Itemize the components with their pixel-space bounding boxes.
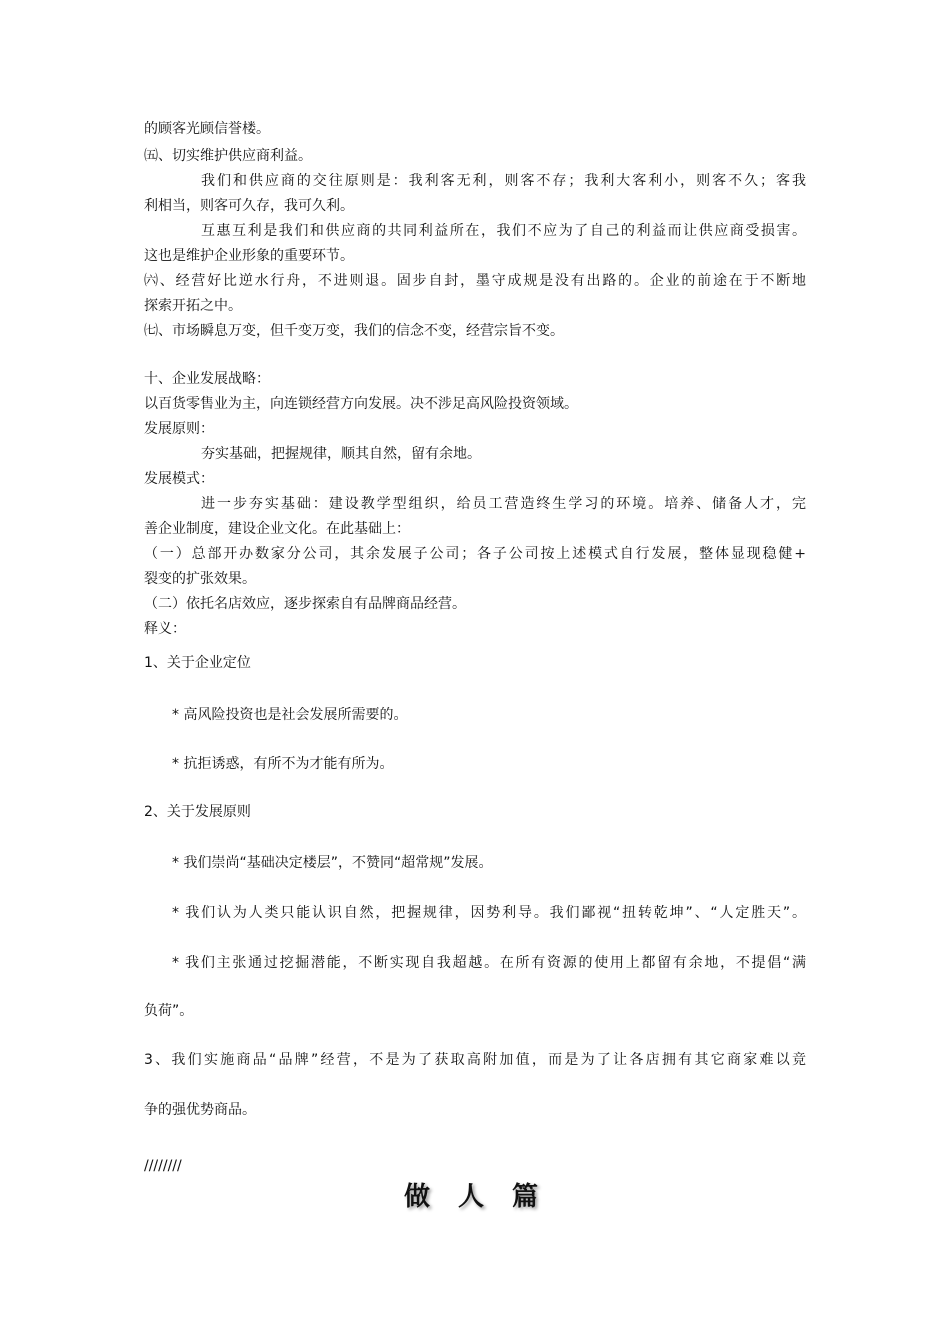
list-item: （一）总部开办数家分公司，其余发展子公司；各子公司按上述模式自行发展，整体显现稳健+ [144,546,806,562]
paragraph-line: 争的强优势商品。 [144,1102,256,1118]
explanation-heading: 1、关于企业定位 [144,655,251,671]
paragraph-line: 裂变的扩张效果。 [144,571,256,587]
list-item: ㈥、经营好比逆水行舟，不进则退。固步自封，墨守成规是没有出路的。企业的前途在于不断地 [144,273,806,289]
paragraph-line: 善企业制度，建设企业文化。在此基础上： [144,521,410,537]
subheading: 发展模式： [144,471,214,487]
paragraph-line: 互惠互利是我们和供应商的共同利益所在，我们不应为了自己的利益而让供应商受损害。 [201,223,806,239]
paragraph-line: 以百货零售业为主，向连锁经营方向发展。决不涉足高风险投资领域。 [144,396,578,412]
subheading: 发展原则： [144,421,214,437]
section-title: 做人篇 [404,1182,567,1212]
list-item: ㈤、切实维护供应商利益。 [144,148,312,164]
paragraph-line: 利相当，则客可久存，我可久利。 [144,198,354,214]
list-item: （二）依托名店效应，逐步探索自有品牌商品经营。 [144,596,466,612]
bullet-item: * 我们崇尚“基础决定楼层”，不赞同“超常规”发展。 [172,855,493,871]
paragraph-line: 探索开拓之中。 [144,298,242,314]
text-line: 的顾客光顾信誉楼。 [144,121,270,137]
explanation-heading: 3、我们实施商品“品牌”经营，不是为了获取高附加值，而是为了让各店拥有其它商家难以竞 [144,1052,806,1068]
paragraph-line: 负荷”。 [144,1003,194,1019]
paragraph-line: 这也是维护企业形象的重要环节。 [144,248,354,264]
bullet-item: * 我们主张通过挖掘潜能，不断实现自我超越。在所有资源的使用上都留有余地，不提倡“满 [172,955,806,971]
bullet-item: * 我们认为人类只能认识自然，把握规律，因势利导。我们鄙视“扭转乾坤”、“人定胜天”。 [172,905,806,921]
separator-text: //////// [144,1158,182,1174]
bullet-item: * 抗拒诱惑，有所不为才能有所为。 [172,756,394,772]
explanation-heading: 2、关于发展原则 [144,804,251,820]
list-item: ㈦、市场瞬息万变，但千变万变，我们的信念不变，经营宗旨不变。 [144,323,564,339]
paragraph-line: 我们和供应商的交往原则是：我利客无利，则客不存；我利大客利小，则客不久；客我 [201,173,806,189]
subheading: 释义： [144,621,186,637]
paragraph-line: 夯实基础，把握规律，顺其自然，留有余地。 [201,446,481,462]
section-heading: 十、企业发展战略： [144,371,270,387]
bullet-item: * 高风险投资也是社会发展所需要的。 [172,707,408,723]
paragraph-line: 进一步夯实基础：建设教学型组织，给员工营造终生学习的环境。培养、储备人才，完 [201,496,806,512]
